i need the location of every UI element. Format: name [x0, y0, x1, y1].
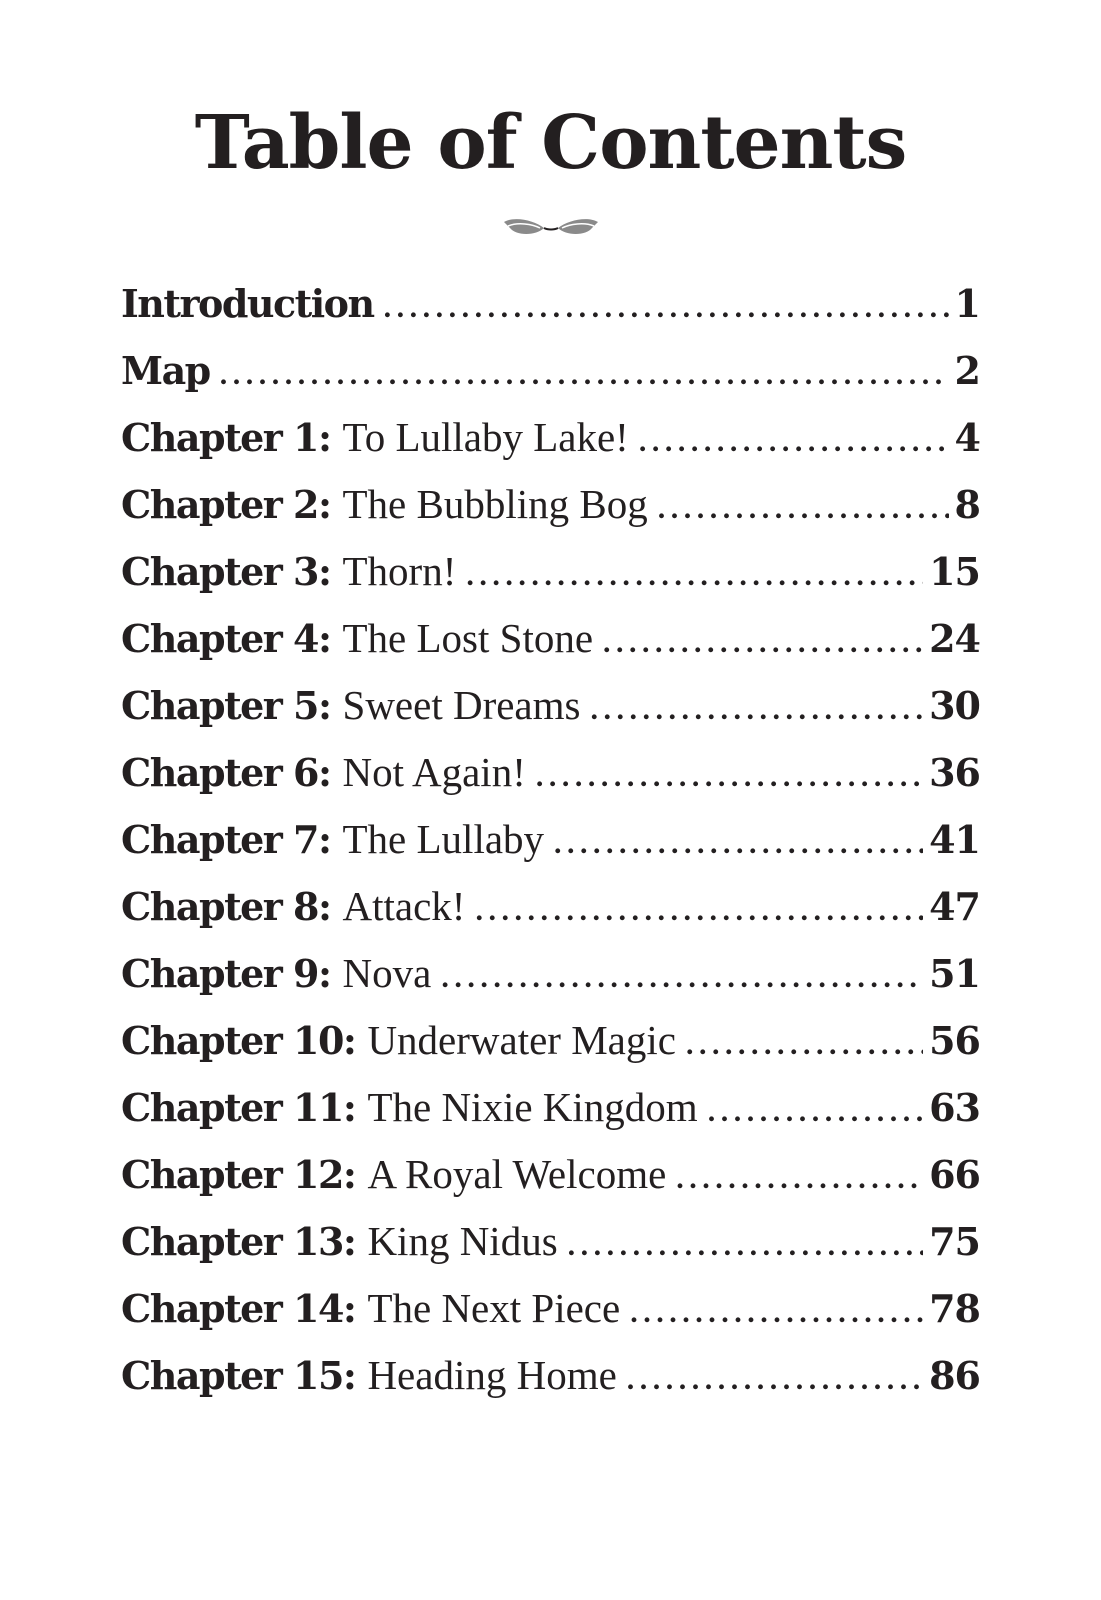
toc-entry-title: The Next Piece: [367, 1285, 621, 1331]
toc-entry: [121, 270, 980, 337]
toc-entry-title: Attack!: [342, 883, 466, 929]
toc-entry-label: Chapter 11:: [121, 1085, 356, 1130]
dot-leader: [590, 676, 923, 743]
toc-entry: [121, 1141, 980, 1208]
toc-entry-label: Chapter 15:: [121, 1353, 356, 1398]
toc-entry-page-number: 24: [929, 616, 980, 661]
dot-leader: [220, 341, 949, 408]
toc-entry: [121, 806, 980, 873]
toc-entry: [121, 1208, 980, 1275]
page-title: Table of Contents: [194, 100, 907, 186]
toc-entry-page-number: 63: [929, 1085, 980, 1130]
toc-entry-page-number: 75: [929, 1219, 980, 1264]
toc-entry-page-number: 86: [929, 1353, 980, 1398]
toc-entry-label: Chapter 3:: [121, 549, 331, 594]
dot-leader: [639, 408, 949, 475]
toc-entry-label: Chapter 13:: [121, 1219, 356, 1264]
dot-leader: [536, 743, 923, 810]
toc-entry: [121, 1342, 980, 1409]
toc-entry-title: Heading Home: [367, 1352, 617, 1398]
toc-entry-page-number: 2: [954, 348, 980, 393]
dot-leader: [554, 810, 923, 877]
toc-entry-page-number: 78: [929, 1286, 980, 1331]
toc-entry-label: Chapter 5:: [121, 683, 331, 728]
dot-leader: [630, 1279, 923, 1346]
toc-entry: [121, 605, 980, 672]
toc-entry-title: The Bubbling Bog: [342, 481, 648, 527]
dot-leader: [475, 877, 923, 944]
toc-entry-label: Chapter 7:: [121, 817, 331, 862]
dot-leader: [384, 274, 949, 341]
toc-entry: [121, 337, 980, 404]
dot-leader: [627, 1346, 923, 1413]
toc-entry-title: To Lullaby Lake!: [342, 414, 629, 460]
toc-entry-title: Nova: [342, 950, 432, 996]
dot-leader: [466, 542, 923, 609]
toc-entry-page-number: 66: [929, 1152, 980, 1197]
dot-leader: [686, 1011, 923, 1078]
toc-entry-page-number: 41: [929, 817, 980, 862]
toc-entry: [121, 940, 980, 1007]
toc-entry-page-number: 4: [954, 415, 980, 460]
dot-leader: [441, 944, 923, 1011]
dot-leader: [603, 609, 923, 676]
dot-leader: [568, 1212, 923, 1279]
dot-leader: [708, 1078, 923, 1145]
dot-leader: [676, 1145, 923, 1212]
toc-entry-title: Sweet Dreams: [342, 682, 581, 728]
toc-entry-title: The Lost Stone: [342, 615, 594, 661]
toc-entry: [121, 1007, 980, 1074]
toc-entry-page-number: 15: [929, 549, 980, 594]
toc-entry: [121, 739, 980, 806]
toc-entry-title: King Nidus: [367, 1218, 558, 1264]
toc-entry-label: Chapter 9:: [121, 951, 331, 996]
toc-entry-title: Underwater Magic: [367, 1017, 676, 1063]
toc-entry-page-number: 56: [929, 1018, 980, 1063]
toc-entry-label: Chapter 1:: [121, 415, 331, 460]
toc-entry: [121, 672, 980, 739]
toc-entry-title: Not Again!: [342, 749, 526, 795]
toc-entry-label: Chapter 8:: [121, 884, 331, 929]
toc-entry-label: Introduction: [121, 281, 374, 326]
table-of-contents: [121, 270, 980, 1409]
dot-leader: [658, 475, 949, 542]
toc-entry-label: Chapter 12:: [121, 1152, 356, 1197]
toc-entry-title: A Royal Welcome: [367, 1151, 667, 1197]
toc-entry: [121, 538, 980, 605]
toc-entry-page-number: 47: [929, 884, 980, 929]
toc-entry-label: Chapter 2:: [121, 482, 331, 527]
toc-entry-page-number: 36: [929, 750, 980, 795]
toc-entry-label: Map: [121, 348, 210, 393]
toc-entry-label: Chapter 14:: [121, 1286, 356, 1331]
toc-entry-page-number: 1: [954, 281, 980, 326]
toc-entry-title: Thorn!: [342, 548, 457, 594]
toc-entry: [121, 471, 980, 538]
toc-entry: [121, 1074, 980, 1141]
toc-entry-title: The Lullaby: [342, 816, 545, 862]
toc-entry-label: Chapter 6:: [121, 750, 331, 795]
toc-entry: [121, 1275, 980, 1342]
fish-ornament-icon: [500, 214, 602, 240]
toc-entry: [121, 404, 980, 471]
toc-entry-title: The Nixie Kingdom: [367, 1084, 698, 1130]
toc-entry-label: Chapter 4:: [121, 616, 331, 661]
toc-entry-label: Chapter 10:: [121, 1018, 356, 1063]
toc-entry: [121, 873, 980, 940]
toc-entry-page-number: 8: [954, 482, 980, 527]
toc-entry-page-number: 51: [929, 951, 980, 996]
toc-entry-page-number: 30: [929, 683, 980, 728]
